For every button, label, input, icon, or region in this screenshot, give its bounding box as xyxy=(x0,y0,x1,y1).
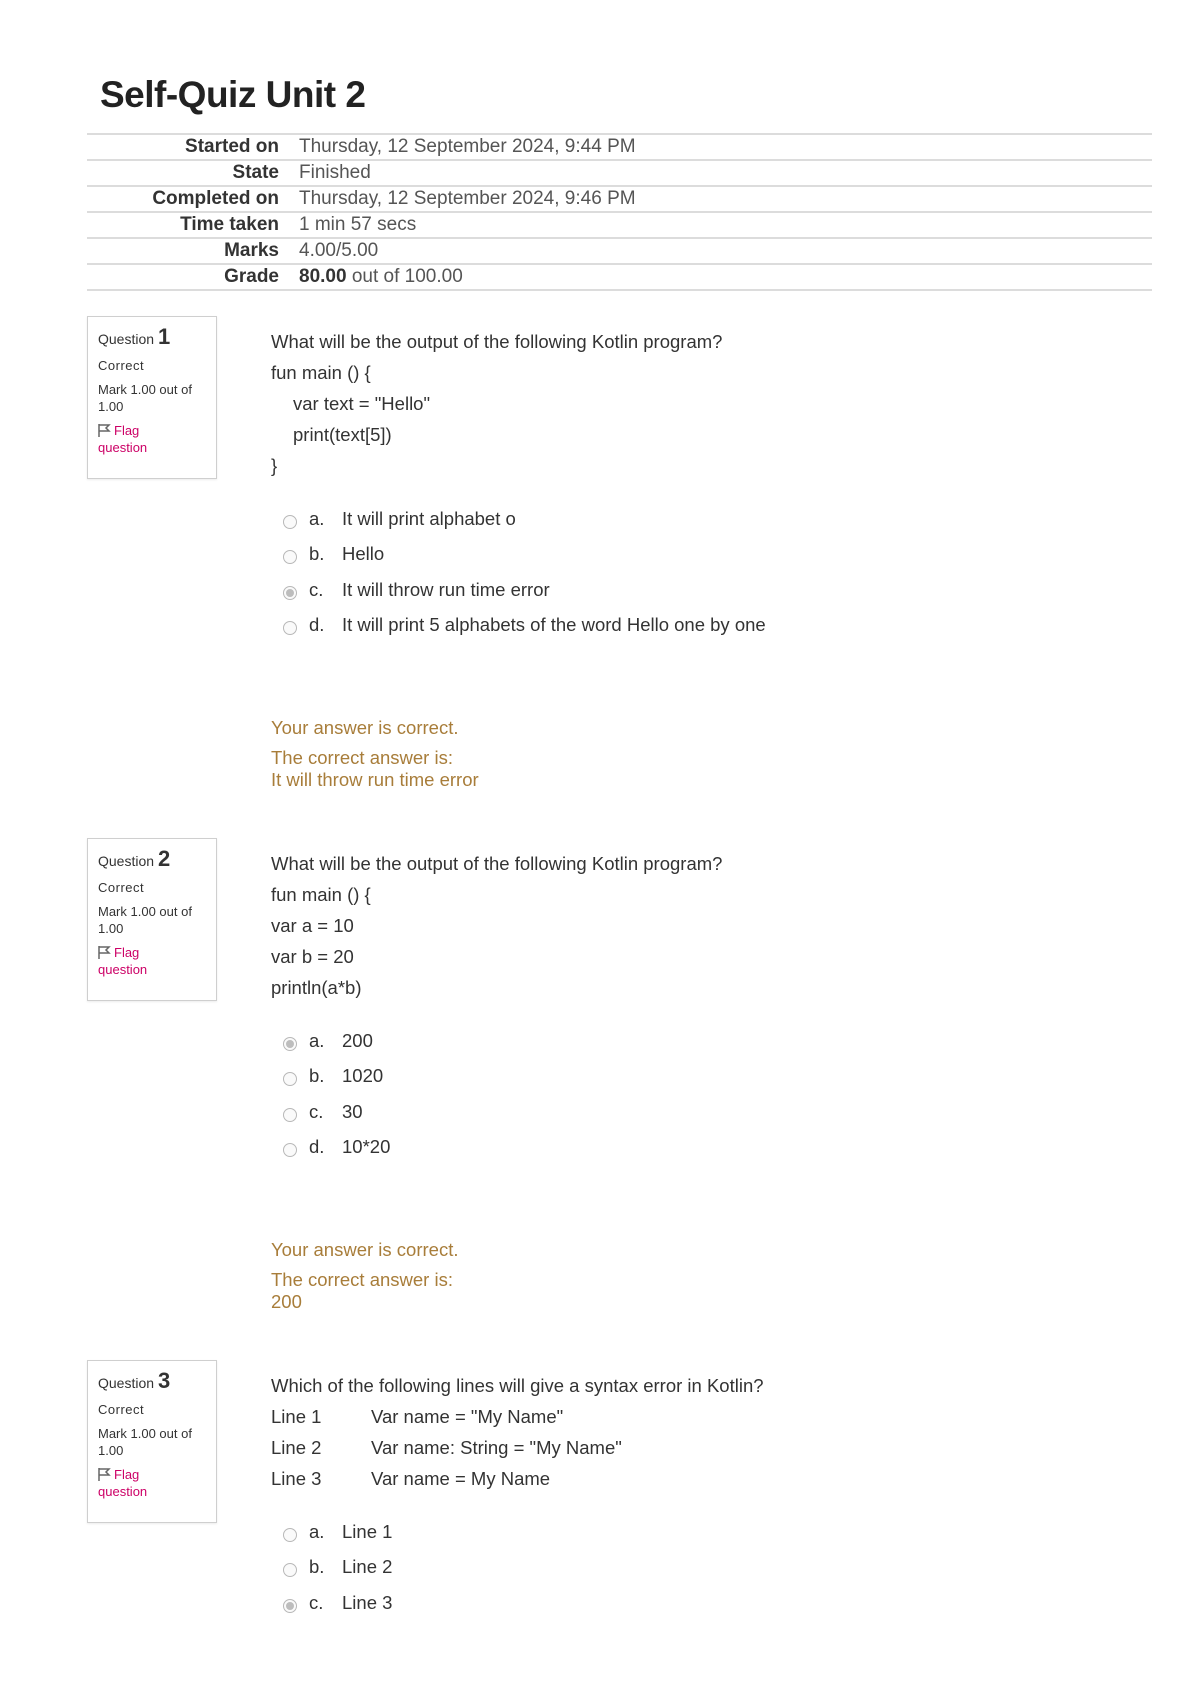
code-line: fun main () { xyxy=(271,884,371,905)
line-label: Line 3 xyxy=(271,1468,322,1489)
feedback-correct: Your answer is correct. xyxy=(271,1239,459,1260)
radio-button[interactable] xyxy=(283,621,297,635)
question-label: Question xyxy=(98,1375,155,1391)
summary-value: Thursday, 12 September 2024, 9:46 PM xyxy=(299,188,636,209)
flag-icon xyxy=(98,946,111,959)
code-line xyxy=(271,1432,1131,1463)
summary-row-marks xyxy=(87,237,1152,263)
correct-answer: 200 xyxy=(271,1291,302,1312)
option-letter: d. xyxy=(309,614,325,636)
code-line: print(text[5]) xyxy=(293,424,392,445)
option-letter: c. xyxy=(309,1100,324,1122)
correct-answer-label: The correct answer is: xyxy=(271,1269,453,1290)
summary-row-completed-on xyxy=(87,185,1152,211)
answer-option-b[interactable] xyxy=(271,1059,1131,1095)
feedback xyxy=(271,1239,1131,1313)
code-line xyxy=(271,1401,1131,1432)
summary-row-grade xyxy=(87,263,1152,291)
option-letter: b. xyxy=(309,1556,325,1578)
answer-option-d[interactable] xyxy=(271,608,1131,644)
answer-option-a[interactable] xyxy=(271,1514,1131,1550)
option-text: 30 xyxy=(342,1100,363,1122)
option-text: It will print 5 alphabets of the word Hello one by one xyxy=(342,614,766,636)
code-line: fun main () { xyxy=(271,362,371,383)
option-letter: a. xyxy=(309,1520,325,1542)
question-text: Which of the following lines will give a syntax error in Kotlin? xyxy=(271,1375,764,1396)
summary-value xyxy=(299,265,463,289)
answer-option-c[interactable] xyxy=(271,1094,1131,1130)
answer-option-d[interactable] xyxy=(271,1130,1131,1166)
summary-label: Started on xyxy=(185,136,279,157)
flag-question-link[interactable] xyxy=(98,944,206,978)
line-code: Var name = My Name xyxy=(371,1468,551,1489)
question-text: What will be the output of the following Kotlin program? xyxy=(271,853,723,874)
line-label: Line 2 xyxy=(271,1437,322,1458)
question-content xyxy=(271,326,1131,791)
option-text: Line 1 xyxy=(342,1520,393,1542)
line-code: Var name: String = "My Name" xyxy=(371,1437,622,1458)
code-line: } xyxy=(271,455,278,476)
line-label: Line 1 xyxy=(271,1406,322,1427)
feedback-correct: Your answer is correct. xyxy=(271,717,459,738)
correct-answer-label: The correct answer is: xyxy=(271,747,453,768)
option-text: 10*20 xyxy=(342,1136,391,1158)
radio-button[interactable] xyxy=(283,1143,297,1157)
radio-button-selected[interactable] xyxy=(283,1599,297,1613)
option-letter: d. xyxy=(309,1136,325,1158)
summary-value: 4.00/5.00 xyxy=(299,240,379,261)
option-letter: c. xyxy=(309,578,324,600)
radio-button-selected[interactable] xyxy=(283,1037,297,1051)
flag-label: Flag xyxy=(114,1467,140,1482)
question-mark: Mark 1.00 out of 1.00 xyxy=(98,382,192,414)
flag-label: Flag xyxy=(114,945,140,960)
option-text: Line 2 xyxy=(342,1556,393,1578)
code-line: println(a*b) xyxy=(271,977,362,998)
line-code: Var name = "My Name" xyxy=(371,1406,564,1427)
option-letter: a. xyxy=(309,1029,325,1051)
question-label: Question xyxy=(98,331,155,347)
flag-label-2: question xyxy=(98,1484,148,1499)
answer-option-b[interactable] xyxy=(271,1550,1131,1586)
attempt-summary-table xyxy=(87,133,1152,291)
option-letter: a. xyxy=(309,507,325,529)
summary-label: Marks xyxy=(224,240,279,261)
option-letter: b. xyxy=(309,543,325,565)
radio-button[interactable] xyxy=(283,1528,297,1542)
answer-option-c[interactable] xyxy=(271,1585,1131,1621)
question-state: Correct xyxy=(98,358,145,373)
question-content xyxy=(271,848,1131,1313)
summary-label: Grade xyxy=(224,266,279,287)
feedback xyxy=(271,717,1131,791)
question-number: 2 xyxy=(157,846,171,871)
summary-row-time-taken xyxy=(87,211,1152,237)
radio-button[interactable] xyxy=(283,550,297,564)
summary-value: 1 min 57 secs xyxy=(299,214,417,235)
summary-value: Thursday, 12 September 2024, 9:44 PM xyxy=(299,136,636,157)
question-mark: Mark 1.00 out of 1.00 xyxy=(98,904,192,936)
question-info-box xyxy=(87,838,217,1001)
page-title: Self-Quiz Unit 2 xyxy=(100,74,366,115)
question-number: 3 xyxy=(157,1368,171,1393)
summary-row-started-on xyxy=(87,133,1152,159)
question-text: What will be the output of the following Kotlin program? xyxy=(271,331,723,352)
option-text: It will print alphabet o xyxy=(342,507,516,529)
summary-label: State xyxy=(232,162,279,183)
radio-button-selected[interactable] xyxy=(283,586,297,600)
question-state: Correct xyxy=(98,1402,145,1417)
code-line xyxy=(271,1463,1131,1494)
flag-question-link[interactable] xyxy=(98,422,206,456)
question-label: Question xyxy=(98,853,155,869)
flag-label-2: question xyxy=(98,440,148,455)
question-info-box xyxy=(87,1360,217,1523)
radio-button[interactable] xyxy=(283,1108,297,1122)
option-text: Line 3 xyxy=(342,1591,393,1613)
summary-value: Finished xyxy=(299,162,371,183)
correct-answer: It will throw run time error xyxy=(271,769,479,790)
option-letter: c. xyxy=(309,1591,324,1613)
option-text: 1020 xyxy=(342,1065,384,1087)
code-line: var text = "Hello" xyxy=(293,393,431,414)
question-content xyxy=(271,1370,1131,1621)
flag-label-2: question xyxy=(98,962,148,977)
option-text: 200 xyxy=(342,1029,373,1051)
answer-options xyxy=(271,1514,1131,1621)
answer-option-c[interactable] xyxy=(271,572,1131,608)
answer-option-a[interactable] xyxy=(271,501,1131,537)
question-state: Correct xyxy=(98,880,145,895)
radio-button[interactable] xyxy=(283,515,297,529)
flag-question-link[interactable] xyxy=(98,1466,206,1500)
answer-options xyxy=(271,1023,1131,1165)
answer-option-a[interactable] xyxy=(271,1023,1131,1059)
question-info-box xyxy=(87,316,217,479)
grade-value: 80.00 xyxy=(299,266,347,287)
code-line: var b = 20 xyxy=(271,946,354,967)
code-line: var a = 10 xyxy=(271,915,354,936)
answer-option-b[interactable] xyxy=(271,537,1131,573)
option-letter: b. xyxy=(309,1065,325,1087)
summary-row-state xyxy=(87,159,1152,185)
summary-label: Completed on xyxy=(152,188,279,209)
grade-out-of: out of 100.00 xyxy=(351,266,463,287)
option-text: It will throw run time error xyxy=(342,578,550,600)
flag-label: Flag xyxy=(114,423,140,438)
summary-label: Time taken xyxy=(180,214,279,235)
radio-button[interactable] xyxy=(283,1563,297,1577)
question-number: 1 xyxy=(157,324,171,349)
option-text: Hello xyxy=(342,543,385,565)
answer-options xyxy=(271,501,1131,643)
flag-icon xyxy=(98,1468,111,1481)
radio-button[interactable] xyxy=(283,1072,297,1086)
flag-icon xyxy=(98,424,111,437)
question-mark: Mark 1.00 out of 1.00 xyxy=(98,1426,192,1458)
